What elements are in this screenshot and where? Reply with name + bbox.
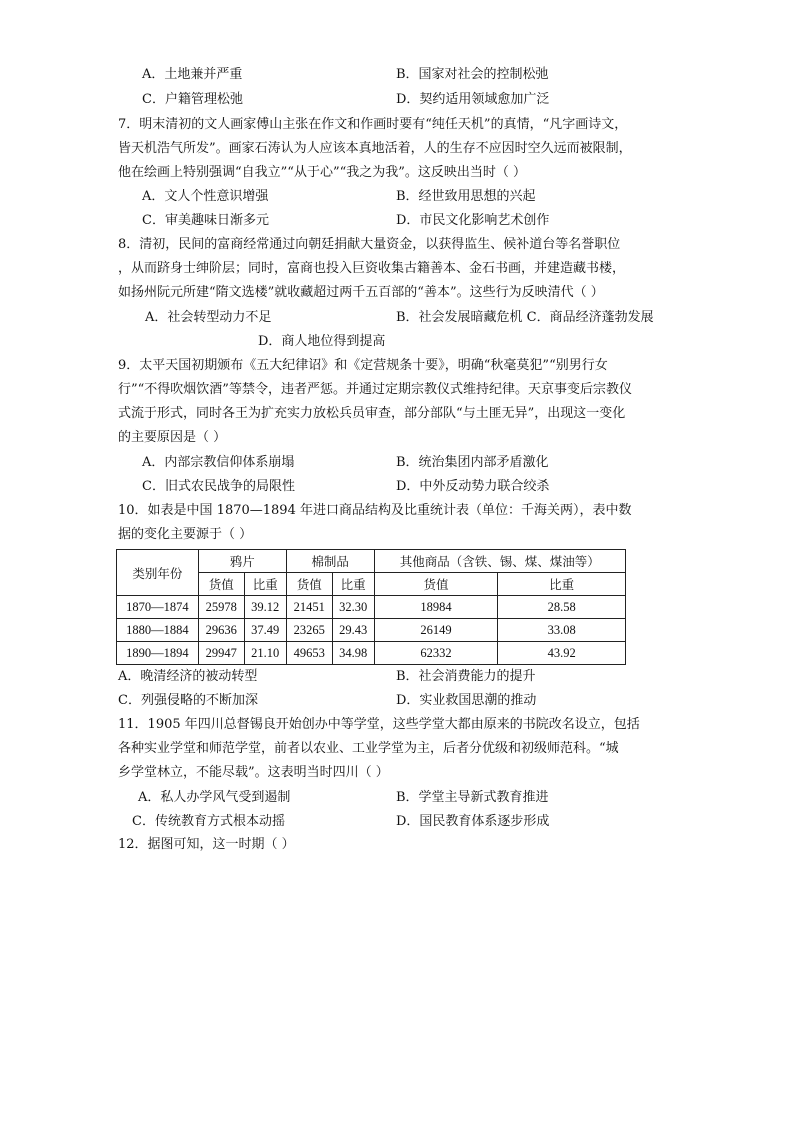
q11-option-b[interactable]: B．学堂主导新式教育推进	[396, 790, 549, 805]
table-subheader-value: 货值	[286, 573, 332, 596]
table-cell-other-ratio: 28.58	[498, 596, 626, 619]
q8-option-d[interactable]: D．商人地位得到提高	[258, 334, 386, 349]
table-corner-header: 类别年份	[117, 550, 199, 596]
table-subheader-ratio: 比重	[498, 573, 626, 596]
q11-option-a[interactable]: A．私人办学风气受到遏制	[138, 790, 291, 805]
table-cell-other-value: 26149	[374, 619, 498, 642]
table-header-opium: 鸦片	[198, 550, 286, 573]
table-cell-period: 1890—1894	[117, 642, 199, 665]
table-cell-cotton-value: 49653	[286, 642, 332, 665]
q6-option-d[interactable]: D．契约适用领域愈加广泛	[396, 92, 550, 107]
table-header-cotton: 棉制品	[286, 550, 374, 573]
q11-stem-line-2: 各种实业学堂和师范学堂，前者以农业、工业学堂为主，后者分优级和初级师范科。“城	[118, 741, 619, 756]
table-cell-other-ratio: 43.92	[498, 642, 626, 665]
q7-stem-line-1: 7．明末清初的文人画家傅山主张在作文和作画时要有“纯任天机”的真情，“凡字画诗文，	[118, 117, 628, 132]
q10-stem-line-1: 10．如表是中国 1870—1894 年进口商品结构及比重统计表（单位：千海关两），表中数	[118, 503, 632, 518]
q8-stem-line-3: 如扬州阮元所建“隋文选楼”就收藏超过两千五百部的“善本”。这些行为反映清代（ ）	[118, 285, 604, 300]
q11-option-d[interactable]: D．国民教育体系逐步形成	[396, 814, 550, 829]
q8-stem-line-2: ，从而跻身士绅阶层；同时，富商也投入巨资收集古籍善本、金石书画，并建造藏书楼，	[118, 261, 626, 276]
q7-option-d[interactable]: D．市民文化影响艺术创作	[396, 213, 550, 228]
q9-stem-line-4: 的主要原因是（ ）	[118, 430, 227, 445]
table-cell-opium-value: 29947	[198, 642, 244, 665]
q9-option-d[interactable]: D．中外反动势力联合绞杀	[396, 479, 550, 494]
table-cell-opium-ratio: 21.10	[244, 642, 286, 665]
q8-stem-line-1: 8．清初，民间的富商经常通过向朝廷捐献大量资金，以获得监生、候补道台等名誉职位	[118, 237, 621, 252]
table-subheader-value: 货值	[198, 573, 244, 596]
table-row	[117, 596, 626, 619]
q7-stem-line-2: 皆天机浩气所发”。画家石涛认为人应该本真地活着，人的生存不应因时空久远而被限制，	[118, 141, 632, 156]
table-cell-cotton-ratio: 32.30	[332, 596, 374, 619]
table-cell-cotton-ratio: 34.98	[332, 642, 374, 665]
q11-stem-line-3: 乡学堂林立，不能尽载”。这表明当时四川（ ）	[118, 765, 389, 780]
q7-option-b[interactable]: B．经世致用思想的兴起	[396, 189, 536, 204]
q10-option-a[interactable]: A．晚清经济的被动转型	[118, 669, 258, 684]
q6-option-c[interactable]: C．户籍管理松弛	[142, 92, 243, 107]
q10-option-d[interactable]: D．实业救国思潮的推动	[396, 693, 537, 708]
table-cell-opium-ratio: 37.49	[244, 619, 286, 642]
q10-option-c[interactable]: C．列强侵略的不断加深	[118, 693, 258, 708]
table-cell-other-value: 18984	[374, 596, 498, 619]
table-row	[117, 642, 626, 665]
table-cell-opium-value: 25978	[198, 596, 244, 619]
table-cell-period: 1870—1874	[117, 596, 199, 619]
q6-option-b[interactable]: B．国家对社会的控制松弛	[396, 67, 549, 82]
q7-stem-line-3: 他在绘画上特别强调“自我立”“从于心”“我之为我”。这反映出当时（ ）	[118, 165, 527, 180]
q9-stem-line-2: 行”“不得吹烟饮酒”等禁令，违者严惩。并通过定期宗教仪式维持纪律。天京事变后宗教仪	[118, 382, 632, 397]
table-subheader-ratio: 比重	[332, 573, 374, 596]
q9-stem-line-1: 9．太平天国初期颁布《五大纪律诏》和《定营规条十要》，明确“秋毫莫犯”“别男行女	[118, 358, 608, 373]
table-cell-other-ratio: 33.08	[498, 619, 626, 642]
q11-option-c[interactable]: C．传统教育方式根本动摇	[132, 814, 285, 829]
table-cell-cotton-value: 21451	[286, 596, 332, 619]
q7-option-c[interactable]: C．审美趣味日渐多元	[142, 213, 269, 228]
table-cell-cotton-ratio: 29.43	[332, 619, 374, 642]
q6-option-a[interactable]: A．土地兼并严重	[142, 67, 243, 82]
q12-stem-line-1: 12．据图可知，这一时期（ ）	[118, 837, 295, 852]
q10-stem-line-2: 据的变化主要源于（ ）	[118, 527, 253, 542]
q10-option-b[interactable]: B．社会消费能力的提升	[396, 669, 536, 684]
import-structure-table	[116, 549, 626, 665]
table-header-other: 其他商品（含铁、锡、煤、煤油等）	[374, 550, 625, 573]
table-subheader-ratio: 比重	[244, 573, 286, 596]
q9-option-a[interactable]: A．内部宗教信仰体系崩塌	[142, 455, 295, 470]
q7-option-a[interactable]: A．文人个性意识增强	[142, 189, 269, 204]
table-cell-other-value: 62332	[374, 642, 498, 665]
table-cell-opium-ratio: 39.12	[244, 596, 286, 619]
table-cell-opium-value: 29636	[198, 619, 244, 642]
table-cell-period: 1880—1884	[117, 619, 199, 642]
q9-stem-line-3: 式流于形式，同时各王为扩充实力放松兵员审查，部分部队“与土匪无异”，出现这一变化	[118, 406, 626, 421]
table-row	[117, 619, 626, 642]
q11-stem-line-1: 11．1905 年四川总督锡良开始创办中等学堂，这些学堂大都由原来的书院改名设立，包括	[118, 717, 640, 732]
table-cell-cotton-value: 23265	[286, 619, 332, 642]
q9-option-b[interactable]: B．统治集团内部矛盾激化	[396, 455, 549, 470]
q8-option-b-c[interactable]: B．社会发展暗藏危机 C．商品经济蓬勃发展	[396, 310, 654, 325]
table-subheader-value: 货值	[374, 573, 498, 596]
q9-option-c[interactable]: C．旧式农民战争的局限性	[142, 479, 295, 494]
q8-option-a[interactable]: A．社会转型动力不足	[145, 310, 272, 325]
